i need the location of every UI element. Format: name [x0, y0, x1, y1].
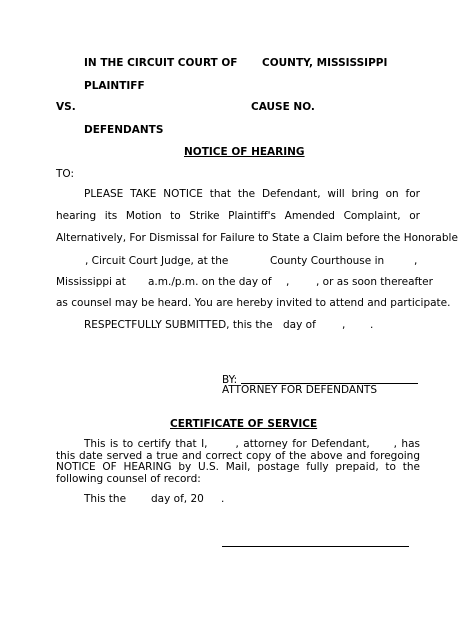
signature-by-label: BY: — [222, 374, 238, 386]
addressee-label: TO: — [56, 168, 75, 180]
judge-label: , Circuit Court Judge, at the — [85, 255, 229, 267]
mississippi-at-label: Mississippi at — [56, 276, 126, 288]
courthouse-label: County Courthouse in — [270, 255, 385, 267]
notice-line-2: hearing its Motion to Strike Plaintiff's Amended Complaint, or — [56, 210, 420, 222]
attorney-for-defendants-label: ATTORNEY FOR DEFENDANTS — [222, 384, 378, 396]
notice-line-1: PLEASE TAKE NOTICE that the Defendant, will bring on for — [84, 188, 420, 200]
time-day-label: a.m./p.m. on the day of — [148, 276, 272, 288]
as-soon-thereafter-label: , or as soon thereafter — [316, 276, 433, 288]
cause-number-label: CAUSE NO. — [251, 101, 315, 113]
date-comma: , — [286, 276, 290, 288]
certificate-paragraph: This is to certify that I, , attorney for Defendant, , has this date served a true and correct copy of the above and foregoing NOTICE OF HEARING by U.S. Mail, postage fully prepaid, to the following counsel of record: — [56, 438, 420, 485]
plaintiff-label: PLAINTIFF — [84, 80, 145, 92]
this-the-label: This the — [84, 493, 127, 505]
respectfully-day-of-label: day of — [283, 319, 316, 331]
respectfully-period: . — [370, 319, 374, 331]
certificate-signature-line — [222, 546, 409, 547]
certificate-title: CERTIFICATE OF SERVICE — [170, 418, 318, 430]
defendants-label: DEFENDANTS — [84, 124, 164, 136]
versus-label: VS. — [56, 101, 76, 113]
day-of-20-label: day of, 20 — [151, 493, 204, 505]
courthouse-comma: , — [414, 255, 418, 267]
court-county-suffix: COUNTY, MISSISSIPPI — [262, 57, 388, 69]
respectfully-comma: , — [342, 319, 346, 331]
notice-line-3: Alternatively, For Dismissal for Failure to State a Claim before the Honorable — [56, 232, 458, 244]
notice-title: NOTICE OF HEARING — [184, 146, 305, 158]
certificate-date-period: . — [221, 493, 225, 505]
notice-line-6: as counsel may be heard. You are hereby invited to attend and participate. — [56, 297, 451, 309]
court-name-prefix: IN THE CIRCUIT COURT OF — [84, 57, 238, 69]
respectfully-submitted-label: RESPECTFULLY SUBMITTED, this the — [84, 319, 273, 331]
